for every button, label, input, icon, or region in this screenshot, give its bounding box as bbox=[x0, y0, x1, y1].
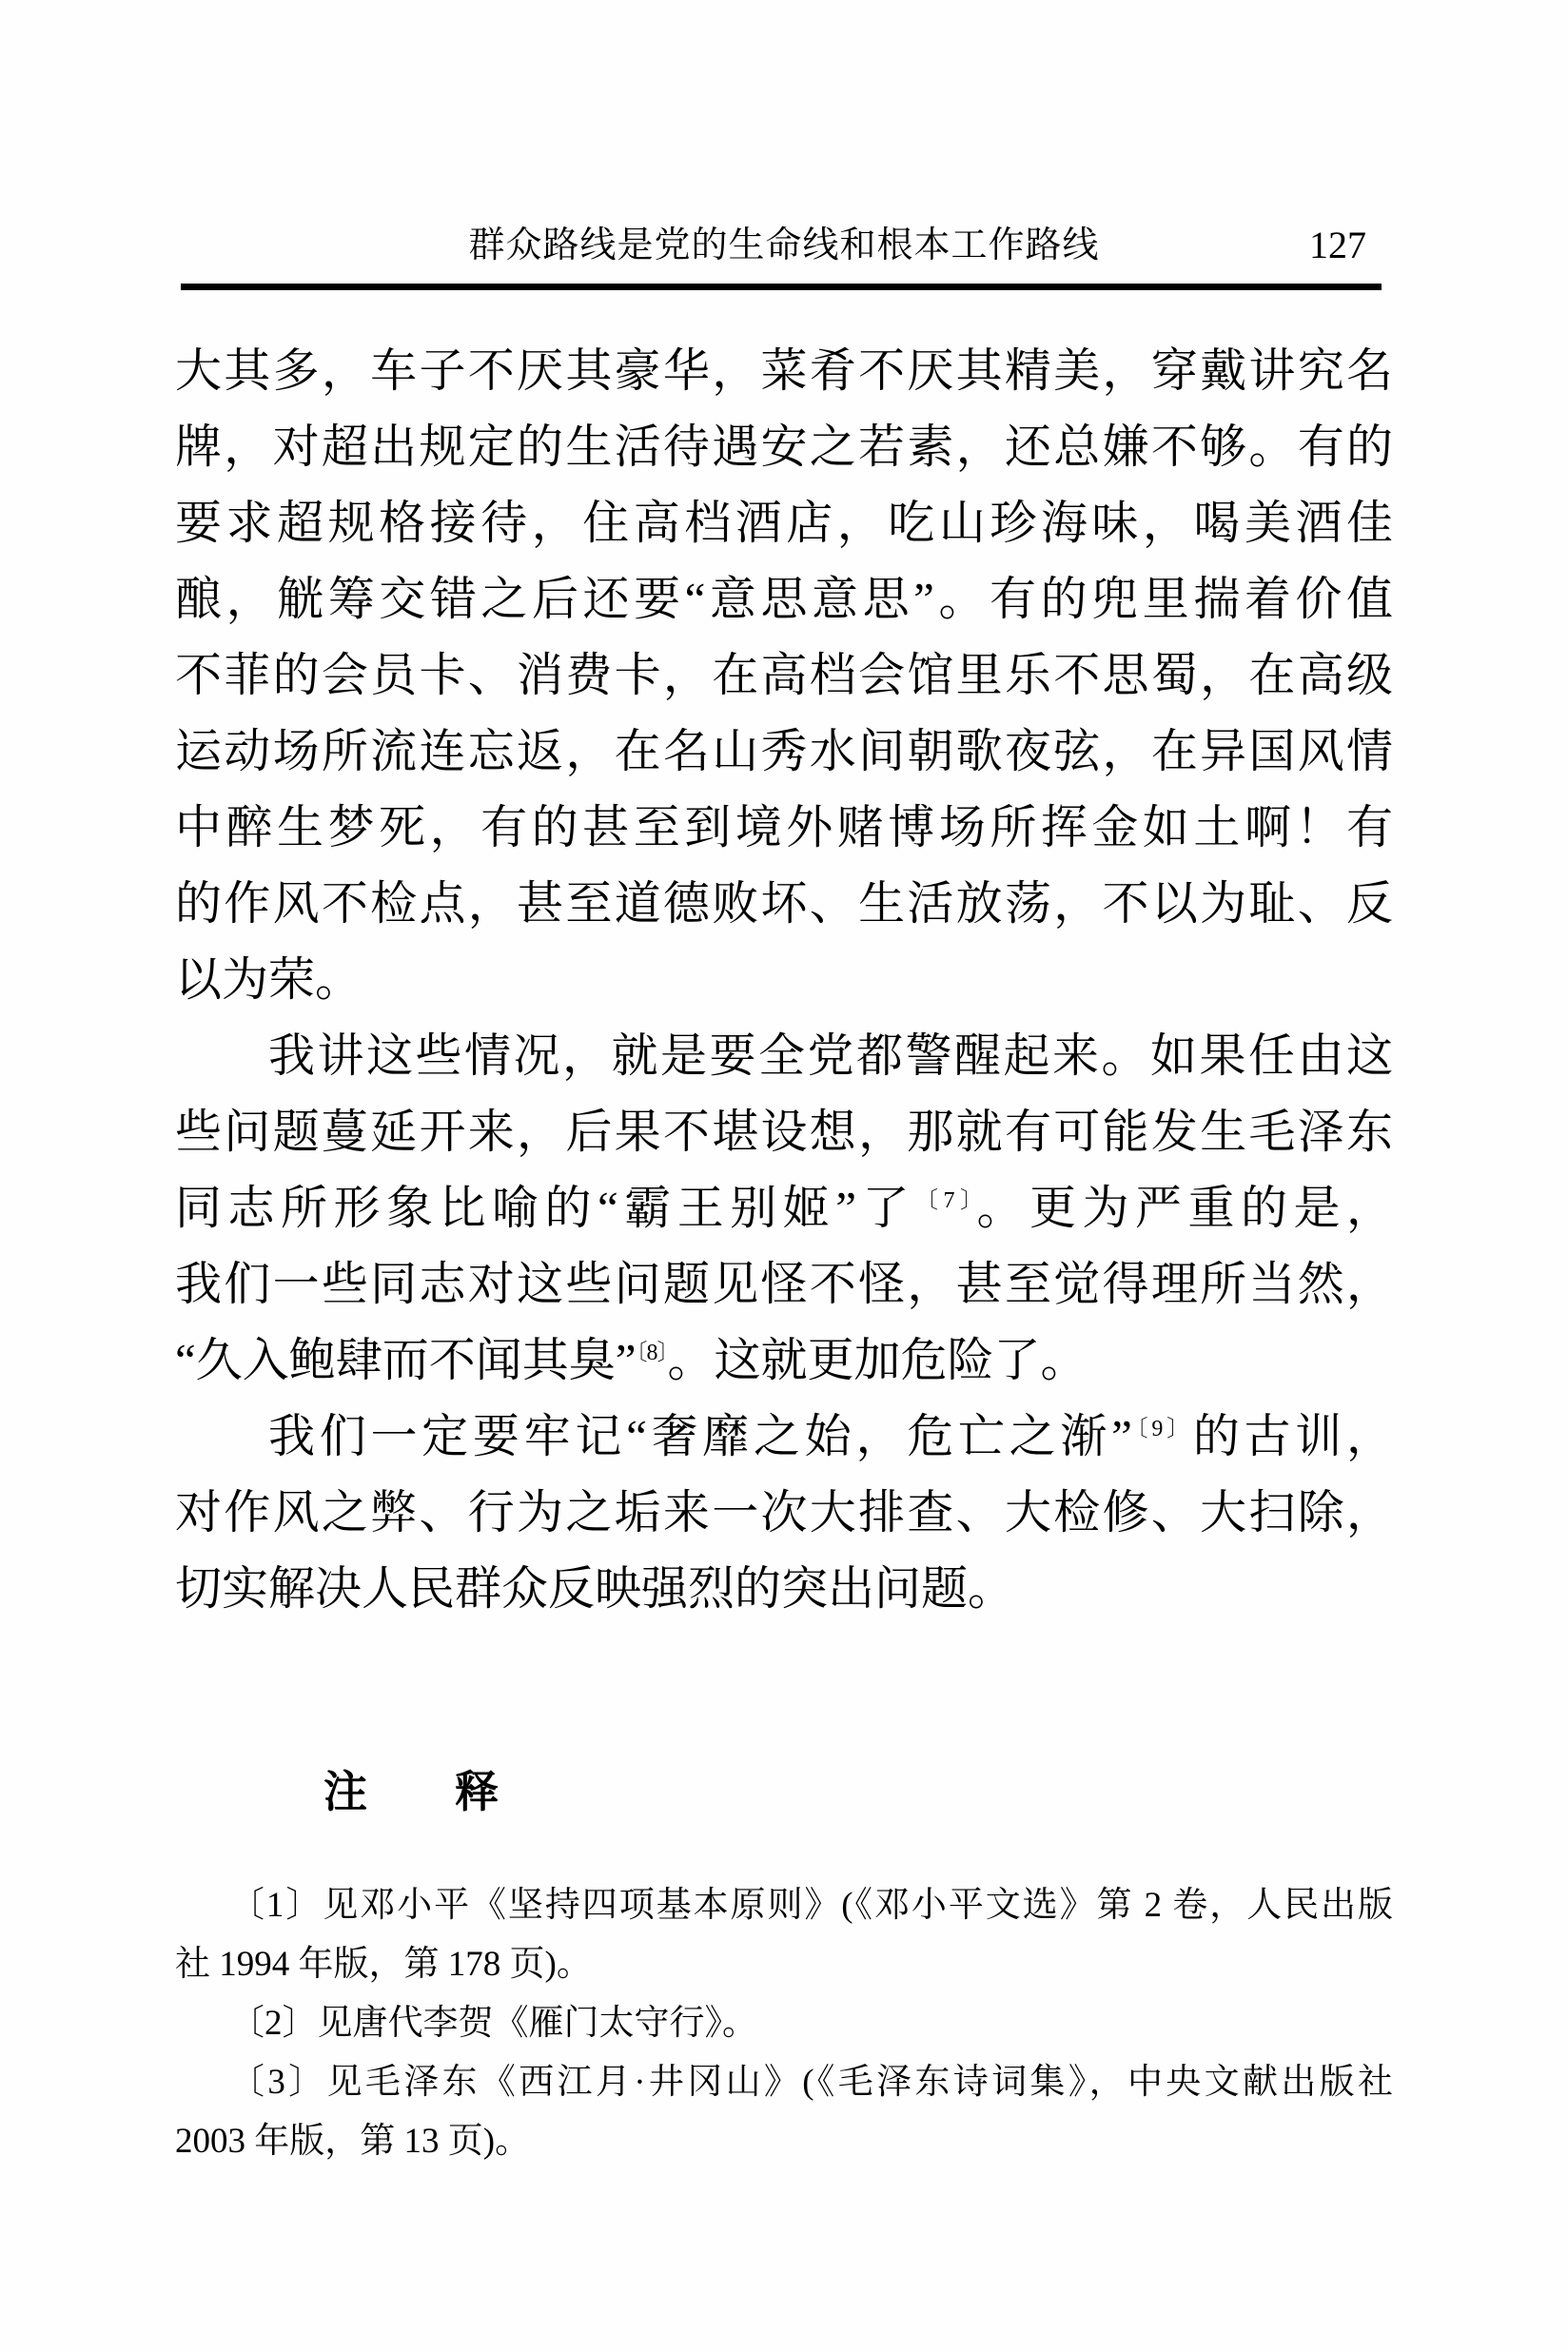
body-line bbox=[175, 1399, 1393, 1475]
body-line bbox=[175, 1475, 1393, 1551]
line-text: 。这就更加危险了。 bbox=[667, 1334, 1088, 1386]
running-title: 群众路线是党的生命线和根本工作路线 bbox=[468, 225, 1100, 265]
footnote-ref: 〔8〕 bbox=[636, 1341, 668, 1365]
page-number: 127 bbox=[1309, 224, 1366, 266]
body-line bbox=[175, 1094, 1393, 1170]
body-line bbox=[175, 409, 1393, 485]
footnote-line bbox=[175, 2112, 1393, 2171]
body-line bbox=[175, 866, 1393, 942]
line-text: 要求超规格接待，住高档酒店，吃山珍海味，喝美酒佳 bbox=[175, 497, 1393, 549]
line-text: 中醉生梦死，有的甚至到境外赌博场所挥金如土啊！有 bbox=[175, 801, 1393, 853]
line-text: 酿，觥筹交错之后还要“意思意思”。有的兜里揣着价值 bbox=[175, 573, 1393, 625]
header-rule bbox=[181, 284, 1382, 290]
footnote-line bbox=[175, 1935, 1393, 1994]
line-text: 些问题蔓延开来，后果不堪设想，那就有可能发生毛泽东 bbox=[175, 1106, 1393, 1158]
body-line bbox=[175, 1551, 1393, 1627]
footnote-line bbox=[175, 1994, 1393, 2053]
body-line bbox=[175, 637, 1393, 714]
body-text bbox=[175, 333, 1393, 1627]
body-line bbox=[175, 1170, 1393, 1246]
line-text: 我讲这些情况，就是要全党都警醒起来。如果任由这 bbox=[268, 1029, 1393, 1082]
line-text: 的作风不检点，甚至道德败坏、生活放荡，不以为耻、反 bbox=[175, 877, 1393, 930]
line-text: 〔1〕见邓小平《坚持四项基本原则》(《邓小平文选》第 2 卷，人民出版 bbox=[229, 1886, 1393, 1925]
line-text: 牌，对超出规定的生活待遇安之若素，还总嫌不够。有的 bbox=[175, 421, 1393, 473]
line-text: 大其多，车子不厌其豪华，菜肴不厌其精美，穿戴讲究名 bbox=[175, 344, 1393, 397]
body-line bbox=[175, 1018, 1393, 1094]
footnote-line bbox=[175, 2053, 1393, 2112]
body-line bbox=[175, 333, 1393, 409]
body-line bbox=[175, 485, 1393, 561]
line-text: 社 1994 年版，第 178 页)。 bbox=[175, 1945, 592, 1984]
line-text: 2003 年版，第 13 页)。 bbox=[175, 2122, 531, 2161]
line-text: 同志所形象比喻的“霸王别姬”了 bbox=[175, 1182, 915, 1234]
body-line bbox=[175, 1323, 1393, 1399]
body-line bbox=[175, 714, 1393, 790]
footnote-ref: 〔7〕 bbox=[915, 1188, 977, 1213]
line-text: 。更为严重的是， bbox=[976, 1182, 1393, 1234]
line-text: 我们一些同志对这些问题见怪不怪，甚至觉得理所当然， bbox=[175, 1258, 1393, 1310]
line-text: 切实解决人民群众反映强烈的突出问题。 bbox=[175, 1562, 1015, 1615]
line-text: 〔2〕见唐代李贺《雁门太守行》。 bbox=[229, 2004, 757, 2043]
body-line bbox=[175, 790, 1393, 866]
footnote-line bbox=[175, 1876, 1393, 1935]
page-header bbox=[175, 219, 1393, 276]
line-text: 的古训， bbox=[1192, 1410, 1393, 1462]
body-line bbox=[175, 1246, 1393, 1323]
line-text: 对作风之弊、行为之垢来一次大排查、大检修、大扫除， bbox=[175, 1486, 1393, 1539]
line-text: “久入鲍肆而不闻其臭” bbox=[175, 1334, 637, 1386]
line-text: 不菲的会员卡、消费卡，在高档会馆里乐不思蜀，在高级 bbox=[175, 649, 1393, 701]
body-line bbox=[175, 942, 1393, 1018]
line-text: 我们一定要牢记“奢靡之始，危亡之渐” bbox=[268, 1410, 1132, 1462]
notes-heading: 注 释 bbox=[323, 1767, 499, 1816]
line-text: 运动场所流连忘返，在名山秀水间朝歌夜弦，在异国风情 bbox=[175, 725, 1393, 777]
line-text: 〔3〕见毛泽东《西江月·井冈山》(《毛泽东诗词集》，中央文献出版社 bbox=[229, 2063, 1393, 2102]
line-text: 以为荣。 bbox=[175, 953, 363, 1006]
footnotes bbox=[175, 1876, 1393, 2171]
footnote-ref: 〔9〕 bbox=[1131, 1417, 1193, 1441]
body-line bbox=[175, 561, 1393, 637]
